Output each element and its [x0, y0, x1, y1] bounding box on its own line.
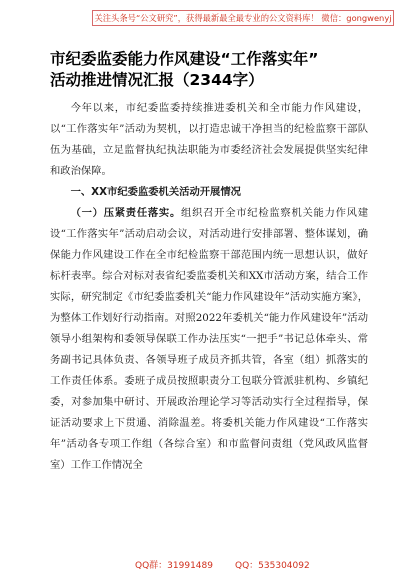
qq-contact-label: QQ： — [235, 561, 259, 571]
qq-group — [135, 559, 213, 573]
subsection-text: 组织召开全市纪检监察机关能力作风建设“工作落实年”活动启动会议，对活动进行安排部署、整体谋划，确保能力作风建设工作在全市纪检监察干部范围内统一思想认识，做好标杆表率。综合对标对表省纪委监委机关和XX市活动方案，结合工作实际，研究制定《市纪委监委机关“能力作风建设年”活动实施方案》，为整体工作划好行动指南。对照2022年委机关“能力作风建设年”活动领导小组架构和委领导保联工作办法压实“一把手”书记总体牵头、常务副书记具体负责、各领导班子成员齐抓共管，各室（组）抓落实的工作责任体系。委班子成员按照职责分工包联分管派驻机构、乡镇纪委，对参加集中研讨、开展政治理论学习等活动实行全过程指导，保证活动要求上下贯通、消除温差。将委机关能力作风建设“工作落实年”活动各专项工作组（各综合室）和市监督问责组（党风政风监督室）工作工作情况全 — [50, 207, 369, 471]
qq-contact-number: 535304092 — [258, 561, 310, 571]
qq-group-number: 31991489 — [167, 561, 213, 571]
footer-contact — [0, 559, 408, 573]
promo-banner: 关注头条号“公文研究”，获得最新最全最专业的公文资料库！ 微信：gongwenyj — [92, 10, 394, 26]
intro-paragraph: 今年以来，市纪委监委持续推进委机关和全市能力作风建设，以“工作落实年”活动为契机，以打造忠诚干净担当的纪检监察干部队伍为基础，立足监督执纪执法职能为市委经济社会发展提供坚实纪律和政治保障。 — [50, 102, 368, 177]
document-body — [50, 98, 368, 476]
qq-contact — [235, 559, 310, 573]
subsection-paragraph — [50, 203, 368, 476]
section-heading: 一、XX市纪委监委机关活动开展情况 — [70, 186, 241, 198]
document-title — [50, 49, 370, 91]
title-line-2: 活动推进情况汇报（2344字） — [50, 71, 264, 89]
subsection-lead: （一）压紧责任落实。 — [70, 207, 182, 219]
title-line-1: 市纪委监委能力作风建设“工作落实年” — [50, 50, 319, 68]
qq-group-label: QQ群： — [135, 561, 168, 571]
